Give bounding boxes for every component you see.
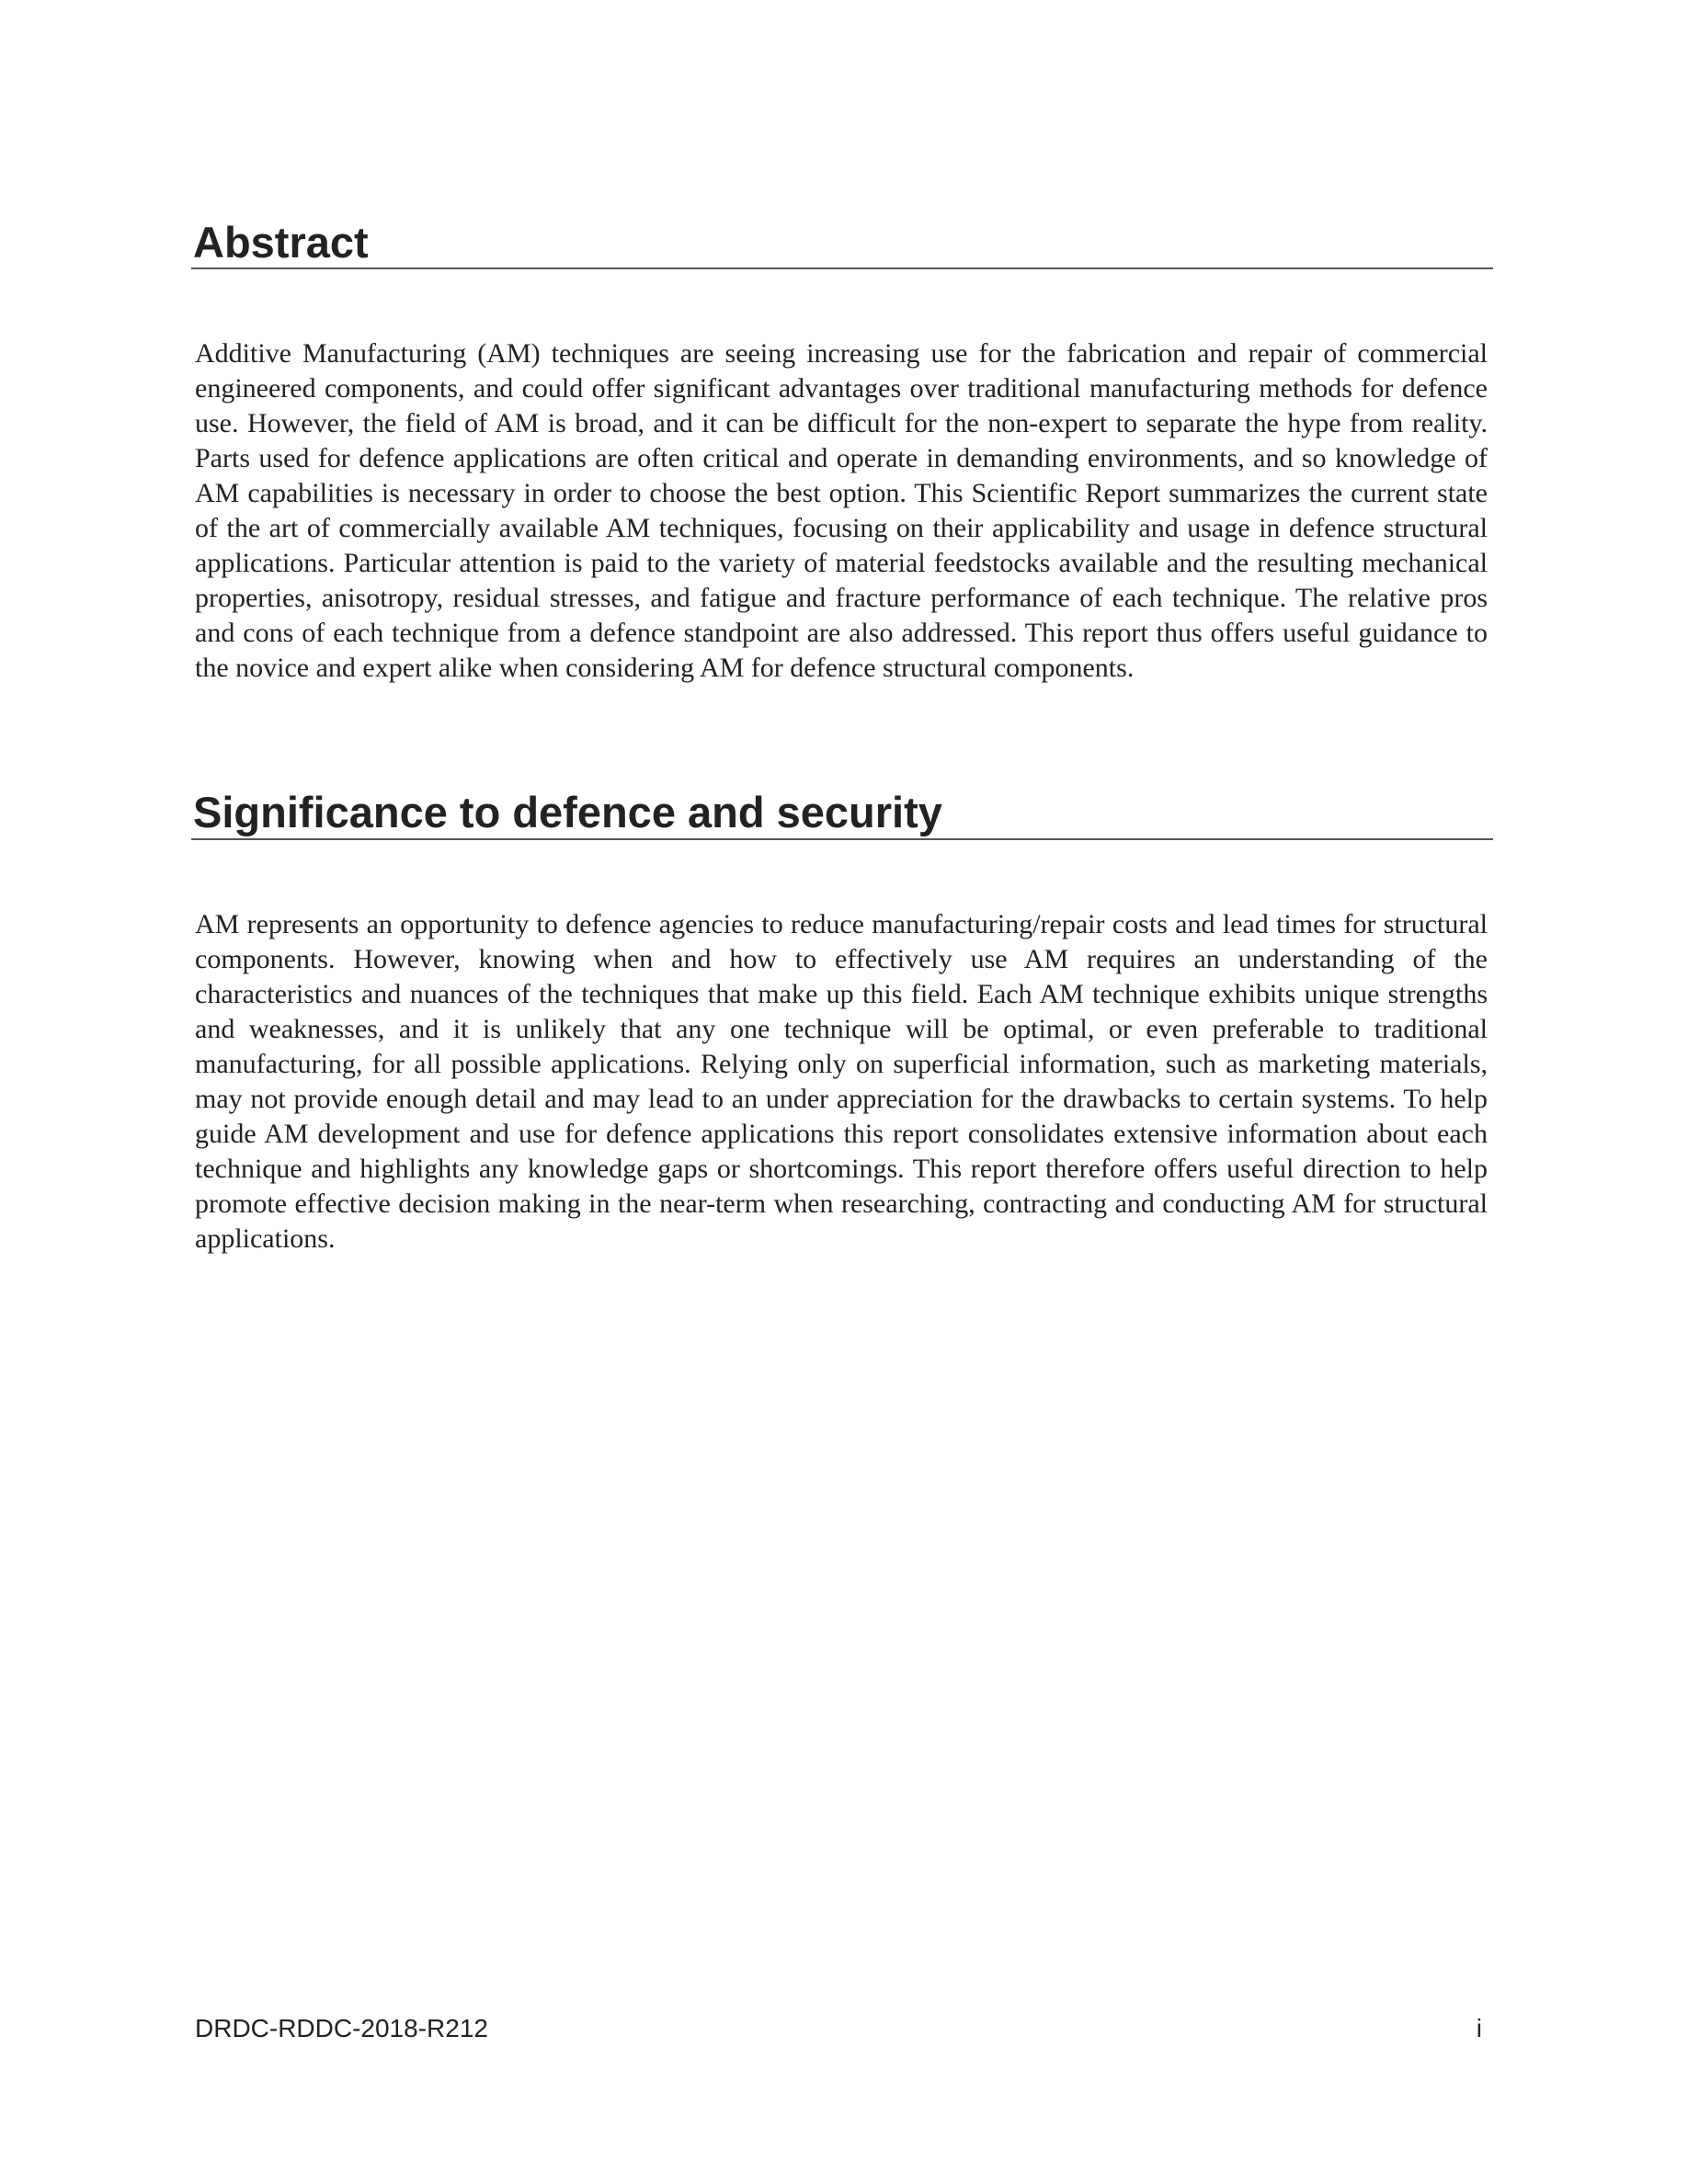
footer-page-number: i [1476,2014,1482,2042]
abstract-heading: Abstract [193,218,369,267]
abstract-heading-rule [191,267,1493,269]
significance-paragraph: AM represents an opportunity to defence agencies to reduce manufacturing/repair costs and lead times for structural components. However, knowing when and how to effectively use AM requires an understanding of the characteristics and nuances of the techniques that make up this field. Each AM technique exhibits unique strengths and weaknesses, and it is unlikely that any one technique will be optimal, or even preferable to traditional manufacturing, for all possible applications. Relying only on superficial information, such as marketing materials, may not provide enough detail and may lead to an under appreciation for the drawbacks to certain systems. To help guide AM development and use for defence applications this report consolidates extensive information about each technique and highlights any knowledge gaps or shortcomings. This report therefore offers useful direction to help promote effective decision making in the near-term when researching, contracting and conducting AM for structural applications. [195,909,1488,1254]
abstract-paragraph: Additive Manufacturing (AM) techniques are seeing increasing use for the fabrication and repair of commercial engineered components, and could offer significant advantages over traditional manufacturing methods for defence use. However, the field of AM is broad, and it can be difficult for the non-expert to separate the hype from reality. Parts used for defence applications are often critical and operate in demanding environments, and so knowledge of AM capabilities is necessary in order to choose the best option. This Scientific Report summarizes the current state of the art of commercially available AM techniques, focusing on their applicability and usage in defence structural applications. Particular attention is paid to the variety of material feedstocks available and the resulting mechanical properties, anisotropy, residual stresses, and fatigue and fracture performance of each technique. The relative pros and cons of each technique from a defence standpoint are also addressed. This report thus offers useful guidance to the novice and expert alike when considering AM for defence structural components. [195,338,1488,683]
significance-heading-rule [191,838,1493,840]
footer-report-id: DRDC-RDDC-2018-R212 [195,2014,488,2042]
significance-heading: Significance to defence and security [193,788,942,836]
